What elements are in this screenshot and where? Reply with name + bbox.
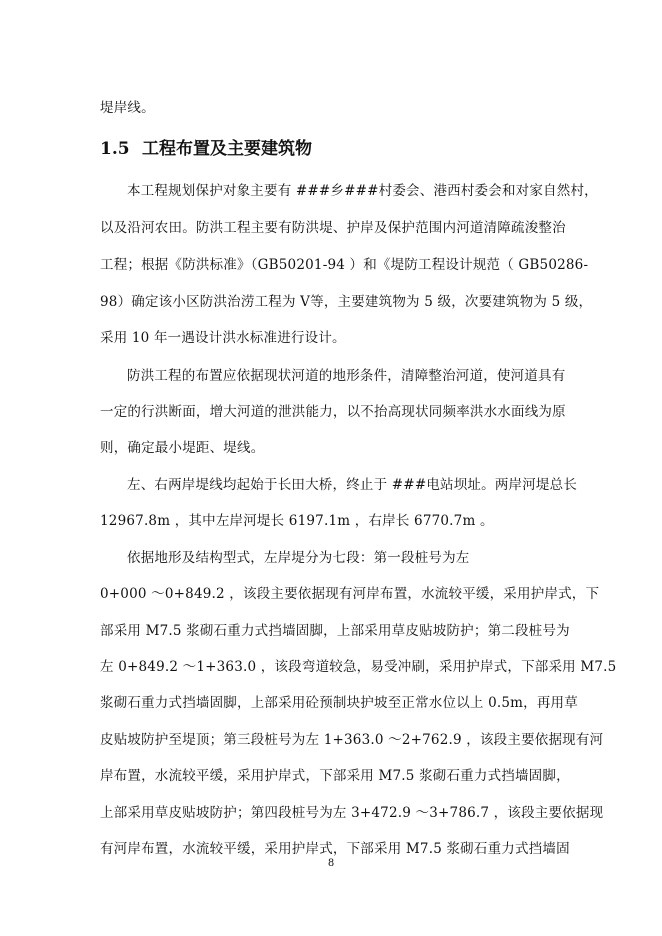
paragraph-line: 堤岸线。 xyxy=(100,100,155,116)
section-heading xyxy=(100,137,312,161)
paragraph-line: 左、右两岸堤线均起始于长田大桥，终止于 ###电站坝址。两岸河堤总长 xyxy=(127,477,578,493)
paragraph-line: 采用 10 年一遇设计洪水标准进行设计。 xyxy=(100,330,346,346)
paragraph-line: 皮贴坡防护至堤顶；第三段桩号为左 1+363.0 ～2+762.9 ，该段主要依据现有河 xyxy=(100,732,604,748)
paragraph-line: 浆砌石重力式挡墙固脚，上部采用砼预制块护坡至正常水位以上 0.5m，再用草 xyxy=(100,695,578,711)
paragraph-line: 上部采用草皮贴坡防护；第四段桩号为左 3+472.9 ～3+786.7 ，该段主要依据现 xyxy=(100,805,604,821)
paragraph-line: 左 0+849.2 ～1+363.0 ，该段弯道较急，易受冲刷，采用护岸式，下部采用 M7.5 xyxy=(100,659,617,675)
paragraph-line: 12967.8m ，其中左岸河堤长 6197.1m ，右岸长 6770.7m 。 xyxy=(100,513,494,529)
paragraph-line: 一定的行洪断面，增大河道的泄洪能力，以不抬高现状同频率洪水水面线为原 xyxy=(100,404,566,420)
paragraph-line: 0+000 ～0+849.2 ，该段主要依据现有河岸布置，水流较平缓，采用护岸式，下 xyxy=(100,586,600,602)
paragraph-line: 以及沿河农田。防洪工程主要有防洪堤、护岸及保护范围内河道清障疏浚整治 xyxy=(100,220,566,236)
paragraph-line: 工程；根据《防洪标准》（GB50201-94 ）和《堤防工程设计规范（ GB50286- xyxy=(100,257,589,273)
paragraph-line: 岸布置，水流较平缓，采用护岸式，下部采用 M7.5 浆砌石重力式挡墙固脚， xyxy=(100,768,570,784)
page-number: 8 xyxy=(327,858,335,869)
section-number: 1.5 xyxy=(100,139,130,159)
paragraph-line: 依据地形及结构型式，左岸堤分为七段：第一段桩号为左 xyxy=(127,550,470,566)
paragraph-line: 有河岸布置，水流较平缓，采用护岸式，下部采用 M7.5 浆砌石重力式挡墙固 xyxy=(100,841,570,857)
paragraph-line: 防洪工程的布置应依据现状河道的地形条件，清障整治河道，使河道具有 xyxy=(127,368,566,384)
section-title: 工程布置及主要建筑物 xyxy=(142,139,312,159)
paragraph-line: 部采用 M7.5 浆砌石重力式挡墙固脚，上部采用草皮贴坡防护；第二段桩号为 xyxy=(100,623,570,639)
paragraph-line: 则，确定最小堤距、堤线。 xyxy=(100,440,265,456)
paragraph-line: 98）确定该小区防洪治涝工程为 V等，主要建筑物为 5 级，次要建筑物为 5 级， xyxy=(100,294,593,310)
paragraph-line: 本工程规划保护对象主要有 ###乡###村委会、港西村委会和对家自然村， xyxy=(127,183,598,199)
